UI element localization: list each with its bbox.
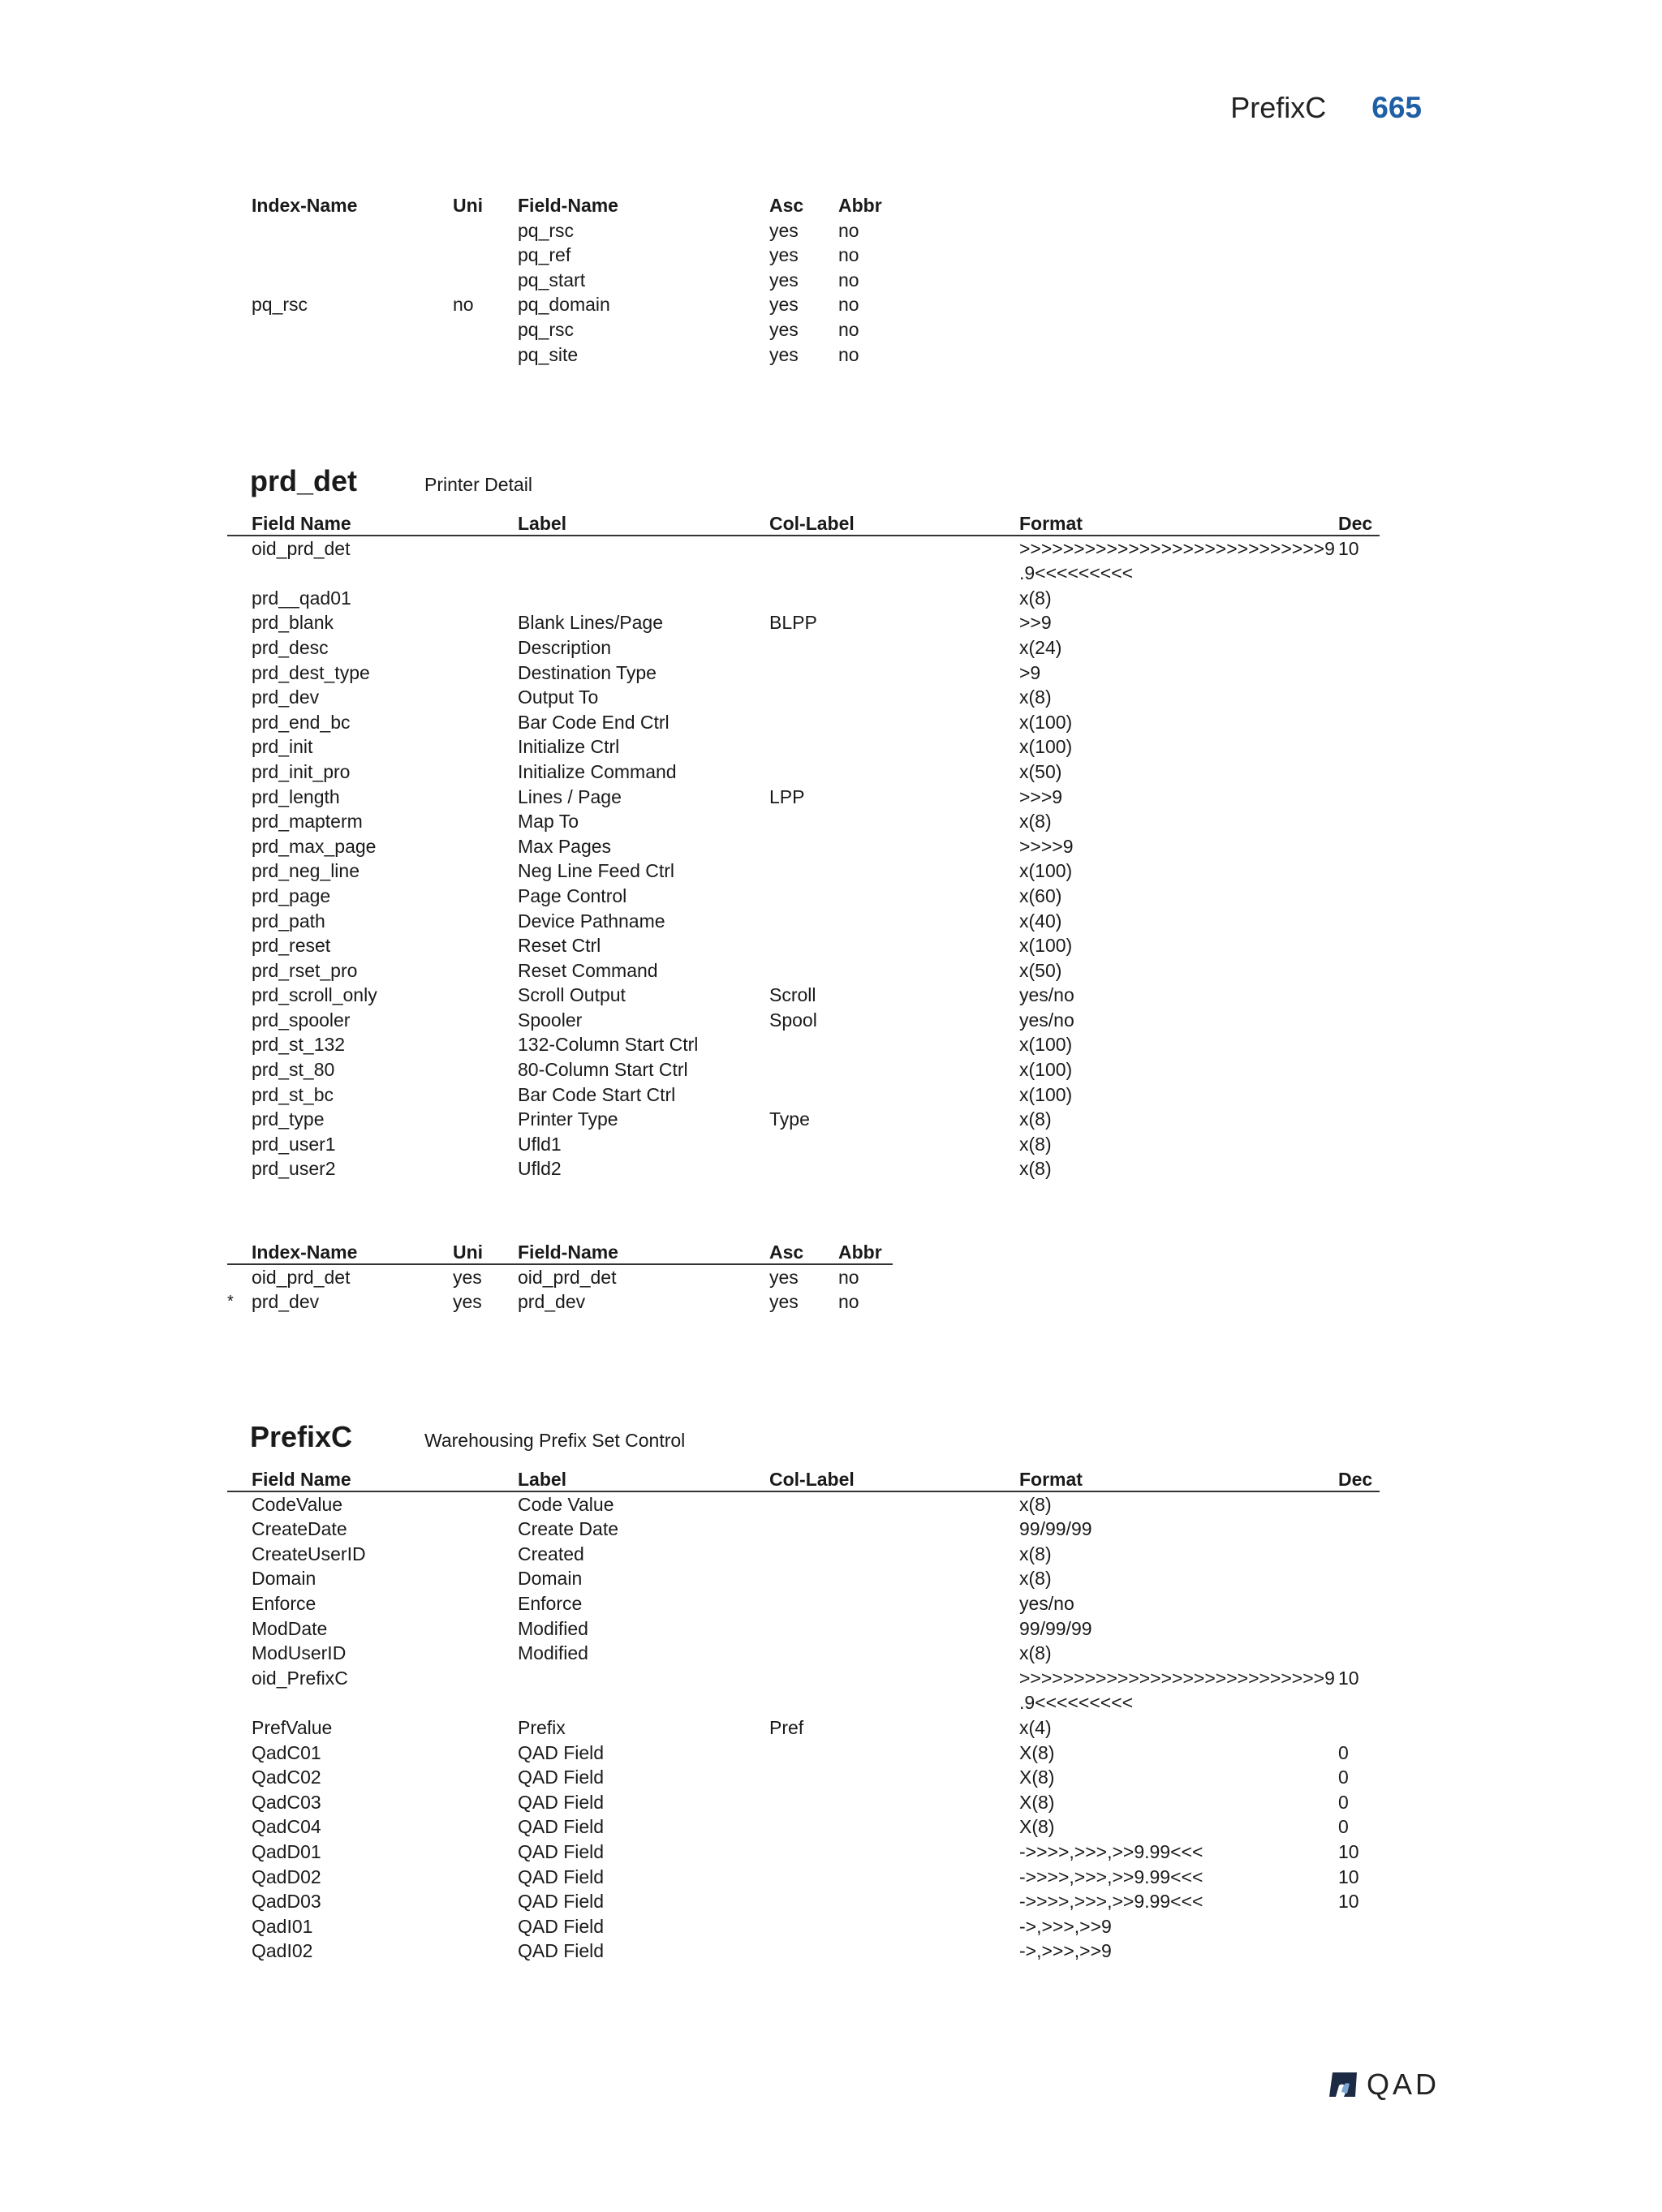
column-header: Label — [518, 1469, 567, 1490]
column-header: Col-Label — [769, 513, 855, 534]
format-cell: x(100) — [1019, 860, 1073, 882]
column-header: Dec — [1338, 513, 1373, 534]
table-row — [227, 342, 893, 368]
column-header: Uni — [453, 1242, 484, 1263]
format-cell: x(8) — [1019, 1108, 1052, 1130]
label-cell: Max Pages — [518, 835, 612, 857]
label-cell: Domain — [518, 1568, 583, 1590]
field-name-cell: prd_scroll_only — [252, 984, 377, 1006]
abbr-cell: no — [838, 1291, 859, 1313]
label-cell: Reset Command — [518, 959, 658, 981]
decimals-cell: 10 — [1338, 1840, 1359, 1862]
index-name-cell: prd_dev — [252, 1291, 320, 1313]
decimals-cell: 10 — [1338, 1667, 1359, 1689]
col-label-cell: BLPP — [769, 612, 817, 634]
field-name-cell: PrefValue — [252, 1716, 333, 1738]
label-cell: Initialize Command — [518, 760, 677, 782]
table-row — [227, 218, 893, 243]
label-cell: QAD Field — [518, 1840, 605, 1862]
field-name-cell: prd_spooler — [252, 1009, 351, 1031]
abbr-cell: no — [838, 294, 859, 316]
format-cell: yes/no — [1019, 1592, 1074, 1614]
table-row — [227, 1289, 893, 1315]
table-row — [227, 586, 1380, 611]
field-name-cell: prd_blank — [252, 612, 334, 634]
format-cell: X(8) — [1019, 1816, 1055, 1838]
decimals-cell: 0 — [1338, 1767, 1349, 1788]
format-cell: x(8) — [1019, 587, 1052, 609]
label-cell: Created — [518, 1543, 584, 1564]
table-row — [227, 1865, 1380, 1890]
label-cell: QAD Field — [518, 1816, 605, 1838]
format-cell: .9<<<<<<<<< — [1019, 1692, 1134, 1714]
format-cell: 99/99/99 — [1019, 1617, 1092, 1639]
format-cell: x(100) — [1019, 1083, 1073, 1105]
column-header: Abbr — [838, 195, 882, 216]
table-row — [227, 1517, 1380, 1542]
label-cell: QAD Field — [518, 1791, 605, 1813]
format-cell: ->,>>>,>>9 — [1019, 1915, 1112, 1937]
table-row — [227, 561, 1380, 586]
field-name-cell: prd_init — [252, 736, 313, 758]
field-name-cell: QadC02 — [252, 1767, 321, 1788]
label-cell: QAD Field — [518, 1866, 605, 1887]
ascending-cell: yes — [769, 244, 799, 266]
table-row — [227, 710, 1380, 735]
field-name-cell: prd_init_pro — [252, 760, 351, 782]
col-label-cell: Spool — [769, 1009, 817, 1031]
decimals-cell: 10 — [1338, 1891, 1359, 1913]
field-name-cell: oid_PrefixC — [252, 1667, 348, 1689]
column-header: Format — [1019, 1469, 1083, 1490]
field-name-cell: prd_length — [252, 785, 340, 807]
section-title: PrefixC — [1230, 91, 1327, 124]
decimals-cell: 0 — [1338, 1791, 1349, 1813]
label-cell: Initialize Ctrl — [518, 736, 620, 758]
field-name-cell: CreateDate — [252, 1518, 347, 1540]
format-cell: x(100) — [1019, 711, 1073, 733]
table-row — [227, 1715, 1380, 1741]
logo-wordmark: QAD — [1367, 2068, 1440, 2101]
table-row — [227, 1690, 1380, 1715]
column-header: Field Name — [252, 513, 351, 534]
label-cell: Scroll Output — [518, 984, 626, 1006]
field-name-cell: QadD02 — [252, 1866, 321, 1887]
label-cell: Printer Type — [518, 1108, 618, 1130]
format-cell: x(8) — [1019, 1568, 1052, 1590]
column-header: Field-Name — [518, 1242, 618, 1263]
label-cell: Modified — [518, 1617, 588, 1639]
label-cell: QAD Field — [518, 1891, 605, 1913]
ascending-cell: yes — [769, 1291, 799, 1313]
label-cell: Prefix — [518, 1716, 566, 1738]
table-row — [227, 292, 893, 317]
format-cell: x(8) — [1019, 811, 1052, 833]
field-name-cell: prd_user2 — [252, 1158, 336, 1180]
decimals-cell: 10 — [1338, 1866, 1359, 1887]
table-row — [227, 1082, 1380, 1108]
field-name-cell: prd_dev — [518, 1291, 586, 1313]
table-row — [227, 1132, 1380, 1157]
index-name-cell: pq_rsc — [252, 294, 308, 316]
field-name-cell: ModDate — [252, 1617, 328, 1639]
abbr-cell: no — [838, 343, 859, 365]
field-name-cell: pq_rsc — [518, 219, 575, 241]
format-cell: x(50) — [1019, 959, 1062, 981]
field-name-cell: prd_end_bc — [252, 711, 351, 733]
format-cell: >9 — [1019, 661, 1041, 683]
label-cell: QAD Field — [518, 1940, 605, 1962]
table-row — [227, 1765, 1380, 1790]
field-name-cell: prd_type — [252, 1108, 325, 1130]
table-row — [227, 834, 1380, 859]
format-cell: x(40) — [1019, 910, 1062, 932]
table-row — [227, 734, 1380, 760]
column-header: Col-Label — [769, 1469, 855, 1490]
label-cell: Neg Line Feed Ctrl — [518, 860, 675, 882]
table-row — [227, 1032, 1380, 1057]
table-description: Printer Detail — [424, 474, 532, 495]
field-name-cell: pq_start — [518, 269, 586, 290]
format-cell: x(60) — [1019, 884, 1062, 906]
table-row — [227, 1939, 1380, 1964]
format-cell: x(8) — [1019, 1493, 1052, 1515]
field-name-cell: prd_st_80 — [252, 1059, 335, 1081]
format-cell: x(24) — [1019, 636, 1062, 658]
label-cell: Lines / Page — [518, 785, 622, 807]
qad-logo-icon — [1328, 2071, 1360, 2098]
table-row — [227, 1741, 1380, 1766]
table-row — [227, 243, 893, 268]
format-cell: x(100) — [1019, 935, 1073, 957]
field-name-cell: oid_prd_det — [518, 1266, 617, 1288]
col-label-cell: Scroll — [769, 984, 816, 1006]
prefixc-heading — [250, 1420, 685, 1454]
table-row — [227, 1914, 1380, 1939]
pq-index-table — [227, 193, 893, 367]
field-name-cell: QadI02 — [252, 1940, 313, 1962]
label-cell: Create Date — [518, 1518, 619, 1540]
field-name-cell: Domain — [252, 1568, 316, 1590]
label-cell: Spooler — [518, 1009, 583, 1031]
table-header-row — [227, 511, 1380, 536]
format-cell: X(8) — [1019, 1767, 1055, 1788]
column-header: Index-Name — [252, 1242, 358, 1263]
table-row — [227, 1566, 1380, 1591]
ascending-cell: yes — [769, 269, 799, 290]
format-cell: ->>>>,>>>,>>9.99<<< — [1019, 1891, 1203, 1913]
ascending-cell: yes — [769, 318, 799, 340]
format-cell: ->>>>,>>>,>>9.99<<< — [1019, 1840, 1203, 1862]
field-name-cell: pq_domain — [518, 294, 610, 316]
label-cell: 132-Column Start Ctrl — [518, 1034, 699, 1056]
label-cell: Blank Lines/Page — [518, 612, 664, 634]
table-header-row — [227, 1240, 893, 1265]
field-name-cell: CodeValue — [252, 1493, 343, 1515]
table-row — [227, 1265, 893, 1290]
unique-cell: yes — [453, 1266, 482, 1288]
field-name-cell: prd_page — [252, 884, 331, 906]
format-cell: >>>>>>>>>>>>>>>>>>>>>>>>>>>>9 — [1019, 1667, 1335, 1689]
label-cell: 80-Column Start Ctrl — [518, 1059, 688, 1081]
table-row — [227, 1492, 1380, 1517]
format-cell: x(8) — [1019, 1642, 1052, 1664]
label-cell: Page Control — [518, 884, 627, 906]
field-name-cell: oid_prd_det — [252, 537, 351, 559]
table-description: Warehousing Prefix Set Control — [424, 1430, 686, 1451]
ascending-cell: yes — [769, 294, 799, 316]
format-cell: yes/no — [1019, 1009, 1074, 1031]
format-cell: >>9 — [1019, 612, 1052, 634]
label-cell: Modified — [518, 1642, 588, 1664]
table-row — [227, 1591, 1380, 1616]
table-row — [227, 635, 1380, 661]
format-cell: 99/99/99 — [1019, 1518, 1092, 1540]
field-name-cell: prd_st_bc — [252, 1083, 334, 1105]
field-name-cell: QadI01 — [252, 1915, 313, 1937]
primary-index-marker: * — [227, 1293, 234, 1311]
col-label-cell: Pref — [769, 1716, 804, 1738]
column-header: Asc — [769, 195, 804, 216]
label-cell: Ufld2 — [518, 1158, 562, 1180]
field-name-cell: QadD03 — [252, 1891, 321, 1913]
table-row — [227, 317, 893, 342]
table-row — [227, 809, 1380, 834]
column-header: Field Name — [252, 1469, 351, 1490]
ascending-cell: yes — [769, 1266, 799, 1288]
table-row — [227, 983, 1380, 1008]
format-cell: ->,>>>,>>9 — [1019, 1940, 1112, 1962]
table-row — [227, 610, 1380, 635]
format-cell: x(100) — [1019, 1034, 1073, 1056]
decimals-cell: 10 — [1338, 537, 1359, 559]
table-row — [227, 1840, 1380, 1865]
abbr-cell: no — [838, 269, 859, 290]
col-label-cell: Type — [769, 1108, 810, 1130]
field-name-cell: QadC04 — [252, 1816, 321, 1838]
label-cell: Description — [518, 636, 612, 658]
column-header: Field-Name — [518, 195, 618, 216]
column-header: Uni — [453, 195, 484, 216]
unique-cell: no — [453, 294, 474, 316]
table-name: PrefixC — [250, 1420, 353, 1453]
table-row — [227, 1889, 1380, 1914]
column-header: Index-Name — [252, 195, 358, 216]
table-name: prd_det — [250, 464, 358, 497]
field-name-cell: prd__qad01 — [252, 587, 351, 609]
field-name-cell: QadD01 — [252, 1840, 321, 1862]
format-cell: ->>>>,>>>,>>9.99<<< — [1019, 1866, 1203, 1887]
format-cell: x(50) — [1019, 760, 1062, 782]
table-row — [227, 1616, 1380, 1642]
label-cell: QAD Field — [518, 1915, 605, 1937]
table-row — [227, 1008, 1380, 1033]
label-cell: Map To — [518, 811, 579, 833]
field-name-cell: prd_rset_pro — [252, 959, 358, 981]
label-cell: Code Value — [518, 1493, 614, 1515]
table-row — [227, 1156, 1380, 1181]
label-cell: QAD Field — [518, 1767, 605, 1788]
table-header-row — [227, 193, 893, 218]
index-name-cell: oid_prd_det — [252, 1266, 351, 1288]
field-name-cell: Enforce — [252, 1592, 316, 1614]
table-header-row — [227, 1467, 1380, 1492]
label-cell: Ufld1 — [518, 1133, 562, 1155]
label-cell: Output To — [518, 686, 599, 708]
table-row — [227, 536, 1380, 562]
prefixc-field-table — [227, 1467, 1380, 1964]
abbr-cell: no — [838, 244, 859, 266]
format-cell: x(8) — [1019, 1543, 1052, 1564]
unique-cell: yes — [453, 1291, 482, 1313]
decimals-cell: 0 — [1338, 1816, 1349, 1838]
field-name-cell: prd_neg_line — [252, 860, 360, 882]
field-name-cell: prd_max_page — [252, 835, 377, 857]
format-cell: .9<<<<<<<<< — [1019, 562, 1134, 584]
abbr-cell: no — [838, 1266, 859, 1288]
column-header: Abbr — [838, 1242, 882, 1263]
label-cell: Device Pathname — [518, 910, 665, 932]
table-row — [227, 1814, 1380, 1840]
table-row — [227, 1790, 1380, 1815]
field-name-cell: prd_desc — [252, 636, 329, 658]
field-name-cell: prd_user1 — [252, 1133, 336, 1155]
table-row — [227, 785, 1380, 810]
ascending-cell: yes — [769, 343, 799, 365]
field-name-cell: CreateUserID — [252, 1543, 366, 1564]
format-cell: x(8) — [1019, 1133, 1052, 1155]
column-header: Label — [518, 513, 567, 534]
table-row — [227, 884, 1380, 909]
field-name-cell: prd_st_132 — [252, 1034, 346, 1056]
table-row — [227, 268, 893, 293]
label-cell: QAD Field — [518, 1741, 605, 1763]
prd-det-heading — [250, 464, 532, 498]
table-row — [227, 958, 1380, 983]
format-cell: x(8) — [1019, 686, 1052, 708]
label-cell: Enforce — [518, 1592, 583, 1614]
field-name-cell: prd_dev — [252, 686, 320, 708]
label-cell: Bar Code End Ctrl — [518, 711, 670, 733]
table-row — [227, 1542, 1380, 1567]
format-cell: x(100) — [1019, 736, 1073, 758]
format-cell: x(100) — [1019, 1059, 1073, 1081]
field-name-cell: prd_reset — [252, 935, 331, 957]
col-label-cell: LPP — [769, 785, 805, 807]
page-header — [1230, 91, 1422, 125]
field-name-cell: pq_ref — [518, 244, 571, 266]
field-name-cell: QadC03 — [252, 1791, 321, 1813]
format-cell: X(8) — [1019, 1791, 1055, 1813]
format-cell: >>>9 — [1019, 785, 1063, 807]
field-name-cell: prd_path — [252, 910, 325, 932]
qad-logo — [1328, 2068, 1440, 2102]
table-row — [227, 933, 1380, 958]
format-cell: x(8) — [1019, 1158, 1052, 1180]
label-cell: Destination Type — [518, 661, 657, 683]
format-cell: >>>>9 — [1019, 835, 1074, 857]
table-row — [227, 661, 1380, 686]
table-row — [227, 1641, 1380, 1666]
field-name-cell: prd_mapterm — [252, 811, 363, 833]
table-row — [227, 1057, 1380, 1082]
column-header: Asc — [769, 1242, 804, 1263]
format-cell: x(4) — [1019, 1716, 1052, 1738]
page-number: 665 — [1371, 91, 1422, 124]
table-row — [227, 1666, 1380, 1691]
column-header: Dec — [1338, 1469, 1373, 1490]
column-header: Format — [1019, 513, 1083, 534]
abbr-cell: no — [838, 318, 859, 340]
field-name-cell: QadC01 — [252, 1741, 321, 1763]
format-cell: yes/no — [1019, 984, 1074, 1006]
table-row — [227, 859, 1380, 884]
ascending-cell: yes — [769, 219, 799, 241]
label-cell: Bar Code Start Ctrl — [518, 1083, 676, 1105]
table-row — [227, 685, 1380, 710]
format-cell: >>>>>>>>>>>>>>>>>>>>>>>>>>>>9 — [1019, 537, 1335, 559]
prd-det-index-table — [227, 1240, 893, 1315]
field-name-cell: prd_dest_type — [252, 661, 370, 683]
table-row — [227, 1107, 1380, 1132]
table-row — [227, 909, 1380, 934]
prd-det-field-table — [227, 511, 1380, 1181]
field-name-cell: ModUserID — [252, 1642, 347, 1664]
decimals-cell: 0 — [1338, 1741, 1349, 1763]
label-cell: Reset Ctrl — [518, 935, 601, 957]
field-name-cell: pq_rsc — [518, 318, 575, 340]
field-name-cell: pq_site — [518, 343, 579, 365]
format-cell: X(8) — [1019, 1741, 1055, 1763]
table-row — [227, 760, 1380, 785]
abbr-cell: no — [838, 219, 859, 241]
